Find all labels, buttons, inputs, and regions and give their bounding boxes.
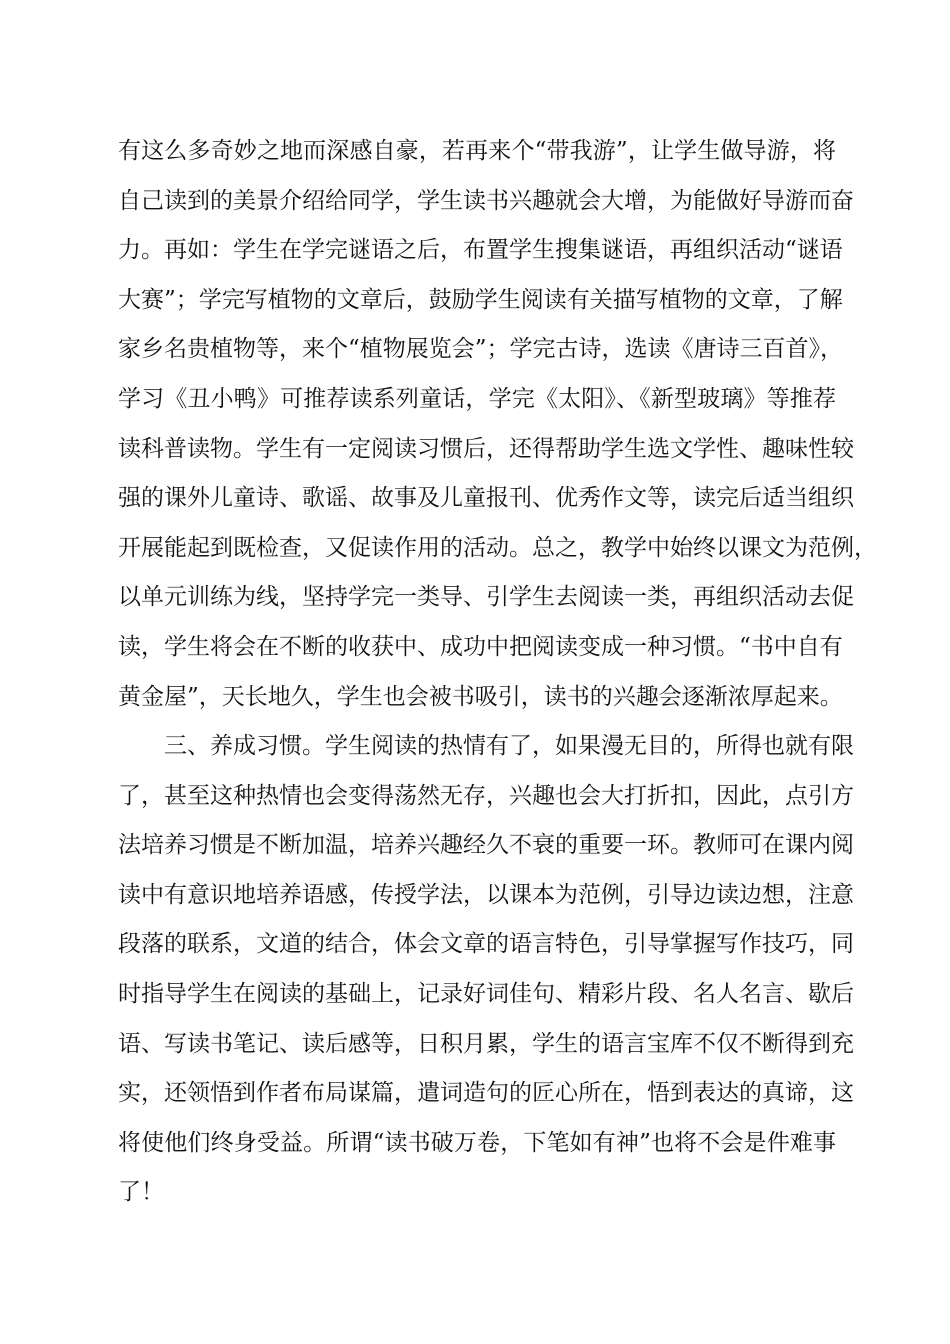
- paragraph-line: 读科普读物。学生有一定阅读习惯后，还得帮助学生选文学性、趣味性较: [118, 435, 854, 462]
- paragraph-line: 开展能起到既检查，又促读作用的活动。总之，教学中始终以课文为范例，: [118, 534, 877, 561]
- paragraph-line: 三、养成习惯。学生阅读的热情有了，如果漫无目的，所得也就有限: [164, 733, 854, 759]
- paragraph-line: 实，还领悟到作者布局谋篇，遣词造句的匠心所在，悟到表达的真谛，这: [118, 1080, 854, 1107]
- paragraph-1: [118, 127, 877, 722]
- paragraph-line: 家乡名贵植物等，来个“植物展览会”；学完古诗，选读《唐诗三百首》，: [118, 336, 844, 363]
- paragraph-line: 学习《丑小鸭》可推荐读系列童话，学完《太阳》、《新型玻璃》等推荐: [118, 385, 836, 412]
- paragraph-line: 有这么多奇妙之地而深感自豪，若再来个“带我游”，让学生做导游，将: [118, 138, 836, 164]
- paragraph-line: 力。再如：学生在学完谜语之后，布置学生搜集谜语，再组织活动“谜语: [118, 237, 843, 264]
- paragraph-line: 强的课外儿童诗、歌谣、故事及儿童报刊、优秀作文等，读完后适当组织: [118, 485, 854, 512]
- paragraph-line: 大赛”；学完写植物的文章后，鼓励学生阅读有关描写植物的文章，了解: [118, 286, 843, 313]
- paragraph-line: 法培养习惯是不断加温，培养兴趣经久不衰的重要一环。教师可在课内阅: [118, 832, 854, 859]
- paragraph-line: 了！: [118, 1179, 164, 1206]
- paragraph-line: 黄金屋”，天长地久，学生也会被书吸引，读书的兴趣会逐渐浓厚起来。: [118, 683, 843, 710]
- paragraph-line: 时指导学生在阅读的基础上，记录好词佳句、精彩片段、名人名言、歇后: [118, 980, 854, 1007]
- paragraph-line: 了，甚至这种热情也会变得荡然无存，兴趣也会大打折扣，因此，点引方: [118, 782, 854, 809]
- paragraph-line: 语、写读书笔记、读后感等，日积月累，学生的语言宝库不仅不断得到充: [118, 1030, 854, 1057]
- paragraph-line: 读，学生将会在不断的收获中、成功中把阅读变成一种习惯。“书中自有: [118, 633, 843, 660]
- paragraph-line: 读中有意识地培养语感，传授学法，以课本为范例，引导边读边想，注意: [118, 881, 854, 908]
- paragraph-line: 自己读到的美景介绍给同学，学生读书兴趣就会大增，为能做好导游而奋: [118, 187, 854, 214]
- paragraph-line: 将使他们终身受益。所谓“读书破万卷，下笔如有神”也将不会是件难事: [118, 1129, 836, 1156]
- paragraph-2: [118, 722, 854, 1218]
- paragraph-line: 以单元训练为线，坚持学完一类导、引学生去阅读一类，再组织活动去促: [118, 584, 854, 611]
- paragraph-line: 段落的联系，文道的结合，体会文章的语言特色，引导掌握写作技巧，同: [118, 931, 854, 958]
